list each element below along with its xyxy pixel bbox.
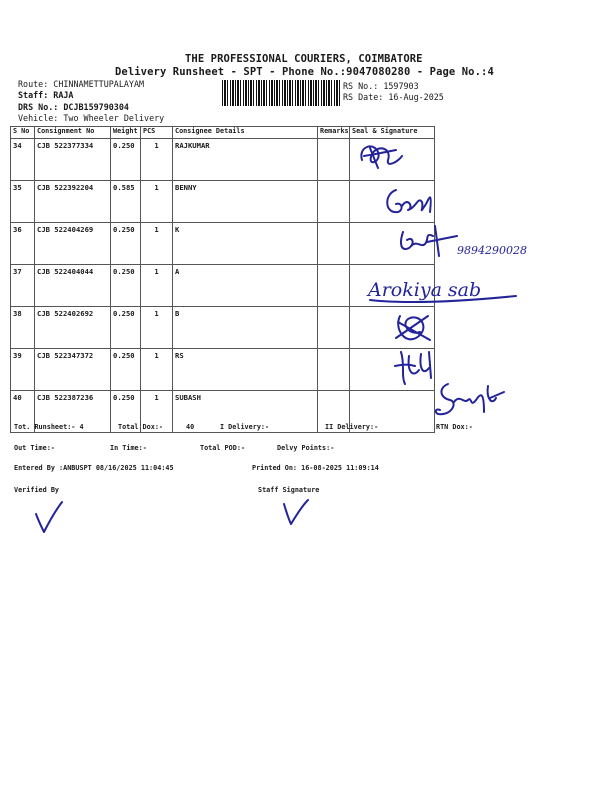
cell-pcs: 1 — [141, 181, 173, 223]
cell-weight: 0.250 — [111, 265, 141, 307]
col-details: Consignee Details — [173, 127, 318, 139]
route-label: Route: CHINNAMETTUPALAYAM — [18, 79, 145, 89]
table-row — [11, 307, 435, 349]
table-row — [11, 223, 435, 265]
cell-pcs: 1 — [141, 391, 173, 433]
cell-sno: 34 — [11, 139, 35, 181]
entered-by: Entered By :ANBUSPT 08/16/2025 11:04:45 — [14, 464, 174, 472]
total-dox-label: Total Dox:- — [118, 423, 164, 431]
table-header-row — [11, 127, 435, 139]
out-time: Out Time:- — [14, 444, 55, 452]
total-pod: Total POD:- — [200, 444, 246, 452]
col-consignment: Consignment No — [35, 127, 111, 139]
signature-row-36 — [395, 222, 535, 262]
cell-consignment: CJB 522404269 — [35, 223, 111, 265]
cell-remarks — [318, 181, 350, 223]
cell-details: RS — [173, 349, 318, 391]
cell-consignment: CJB 522387236 — [35, 391, 111, 433]
cell-consignment: CJB 522347372 — [35, 349, 111, 391]
signature-row-37 — [366, 266, 536, 308]
cell-weight: 0.250 — [111, 223, 141, 265]
cell-details: K — [173, 223, 318, 265]
total-dox-value: 40 — [186, 423, 195, 431]
cell-details: BENNY — [173, 181, 318, 223]
col-weight: Weight — [111, 127, 141, 139]
cell-pcs: 1 — [141, 349, 173, 391]
staff-signature-label: Staff Signature — [258, 486, 320, 494]
check-mark-icon — [30, 500, 66, 536]
cell-details: RAJKUMAR — [173, 139, 318, 181]
cell-pcs: 1 — [141, 307, 173, 349]
cell-consignment: CJB 522404044 — [35, 265, 111, 307]
table-row — [11, 181, 435, 223]
cell-weight: 0.250 — [111, 391, 141, 433]
runsheet-subtitle: Delivery Runsheet - SPT - Phone No.:9047080280 - Page No.:4 — [115, 66, 494, 78]
cell-remarks — [318, 223, 350, 265]
staff-label: Staff: RAJA — [18, 90, 74, 100]
handwritten-phone: 9894290028 — [457, 244, 527, 257]
verified-by-label: Verified By — [14, 486, 60, 494]
signature-row-34 — [352, 138, 412, 178]
cell-consignment: CJB 522402692 — [35, 307, 111, 349]
cell-sno: 39 — [11, 349, 35, 391]
cell-consignment: CJB 522392204 — [35, 181, 111, 223]
rs-number: RS No.: 1597903 — [343, 81, 419, 91]
rtn-dox: RTN Dox:- — [436, 423, 473, 431]
cell-details: A — [173, 265, 318, 307]
vehicle-label: Vehicle: Two Wheeler Delivery — [18, 113, 165, 123]
signature-row-35 — [382, 182, 438, 222]
barcode — [222, 80, 340, 106]
check-mark-icon — [278, 494, 314, 530]
table-row — [11, 349, 435, 391]
col-pcs: PCS — [141, 127, 173, 139]
cell-remarks — [318, 307, 350, 349]
drs-number: DRS No.: DCJB159790304 — [18, 102, 129, 112]
cell-consignment: CJB 522377334 — [35, 139, 111, 181]
cell-details: SUBASH — [173, 391, 318, 433]
company-title: THE PROFESSIONAL COURIERS, COIMBATORE — [185, 53, 423, 65]
delvy-points: Delvy Points:- — [277, 444, 335, 452]
rs-date: RS Date: 16-Aug-2025 — [343, 92, 444, 102]
i-delivery: I Delivery:- — [220, 423, 270, 431]
cell-weight: 0.250 — [111, 349, 141, 391]
cell-sno: 38 — [11, 307, 35, 349]
cell-remarks — [318, 139, 350, 181]
cell-pcs: 1 — [141, 223, 173, 265]
cell-pcs: 1 — [141, 139, 173, 181]
tot-runsheet: Tot. Runsheet:- 4 — [14, 423, 84, 431]
col-seal: Seal & Signature — [350, 127, 435, 139]
handwritten-name: Arokiya sab — [368, 279, 482, 301]
cell-pcs: 1 — [141, 265, 173, 307]
cell-weight: 0.250 — [111, 307, 141, 349]
cell-sno: 37 — [11, 265, 35, 307]
cell-remarks — [318, 349, 350, 391]
signature-row-38 — [390, 308, 440, 348]
printed-on: Printed On: 16-08-2025 11:09:14 — [252, 464, 379, 472]
cell-remarks — [318, 265, 350, 307]
col-remarks: Remarks — [318, 127, 350, 139]
in-time: In Time:- — [110, 444, 147, 452]
signature-row-40 — [430, 378, 510, 424]
ii-delivery: II Delivery:- — [325, 423, 379, 431]
cell-sno: 40 — [11, 391, 35, 433]
cell-weight: 0.250 — [111, 139, 141, 181]
cell-sno: 36 — [11, 223, 35, 265]
col-sno: S No — [11, 127, 35, 139]
cell-details: B — [173, 307, 318, 349]
cell-sno: 35 — [11, 181, 35, 223]
cell-weight: 0.585 — [111, 181, 141, 223]
